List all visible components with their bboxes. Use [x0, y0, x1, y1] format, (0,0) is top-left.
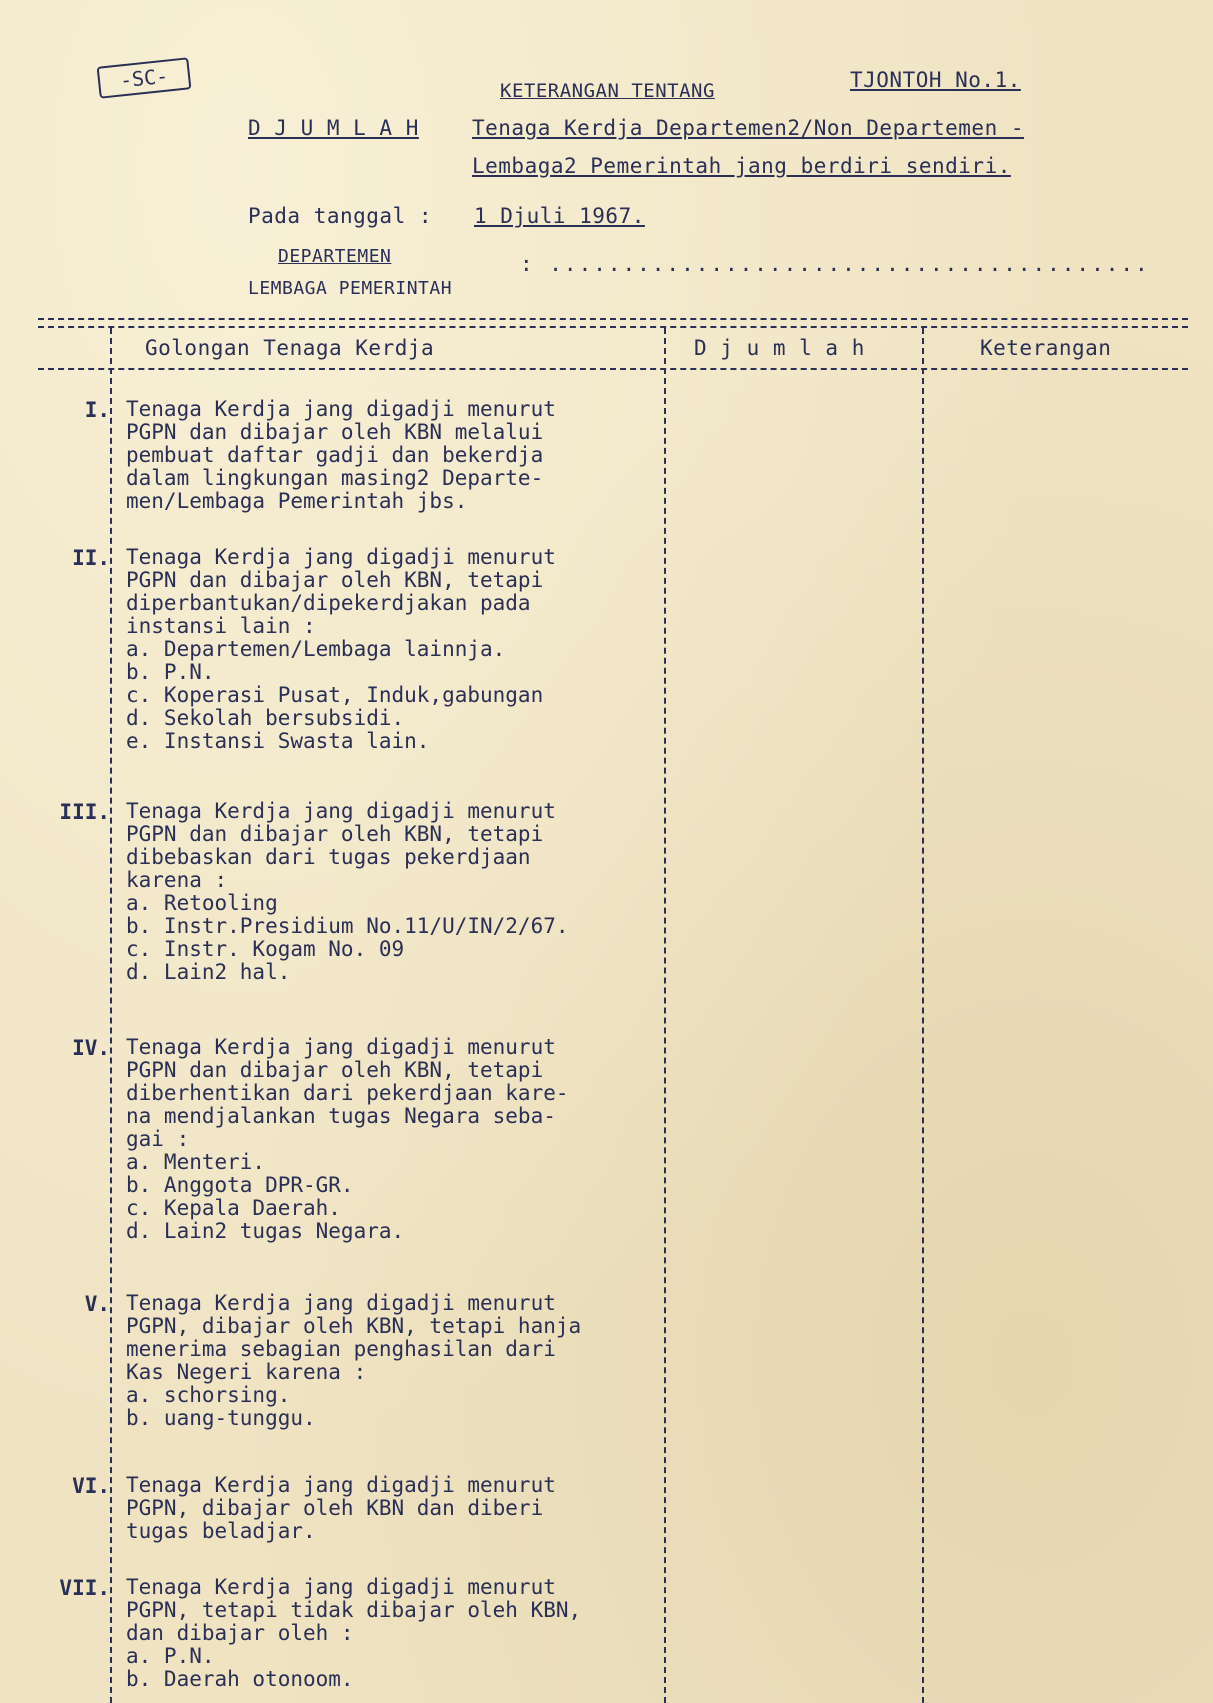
tjontoh-label: TJONTOH No.1.	[850, 68, 1021, 92]
row-description: Tenaga Kerdja jang digadji menurut PGPN dan dibajar oleh KBN, tetapi diberhentikan dari pekerdjaan kare- na mendjalankan tugas Negara seba- gai : a. Menteri. b. Anggota DPR-GR. c. Kepala Daerah. d. Lain2 tugas Negara.	[126, 1035, 569, 1243]
column-header-djumlah: D j u m l a h	[694, 336, 865, 360]
column-divider-3	[922, 328, 924, 1703]
title-line-2: Lembaga2 Pemerintah jang berdiri sendiri.	[472, 154, 1011, 178]
date-label: Pada tanggal :	[248, 204, 433, 228]
row-number: IV.	[72, 1036, 110, 1060]
row-description: Tenaga Kerdja jang digadji menurut PGPN dan dibajar oleh KBN melalui pembuat daftar gadji dan bekerdja dalam lingkungan masing2 Departe- men/Lembaga Pemerintah jbs.	[126, 397, 556, 513]
row-description: Tenaga Kerdja jang digadji menurut PGPN dan dibajar oleh KBN, tetapi diperbantukan/dipekerdjakan pada instansi lain : a. Departemen/Lembaga lainnja. b. P.N. c. Koperasi Pusat, Induk,gabungan d. Sekolah bersubsidi. e. Instansi Swasta lain.	[126, 545, 556, 753]
form-code-box: -SC-	[97, 57, 192, 98]
row-description: Tenaga Kerdja jang digadji menurut PGPN, dibajar oleh KBN dan diberi tugas beladjar.	[126, 1473, 556, 1543]
column-header-keterangan: Keterangan	[980, 336, 1112, 360]
column-header-golongan: Golongan Tenaga Kerdja	[145, 336, 435, 360]
table-top-rule	[38, 318, 1188, 328]
djumlah-heading: D J U M L A H	[248, 116, 419, 140]
row-number: II.	[72, 546, 110, 570]
date-value: 1 Djuli 1967.	[474, 204, 645, 228]
row-number: V.	[84, 1292, 110, 1316]
header-bottom-rule	[38, 368, 1188, 370]
lembaga-label: LEMBAGA PEMERINTAH	[248, 278, 453, 299]
column-divider-1	[110, 328, 112, 1703]
row-number: VI.	[72, 1474, 110, 1498]
column-divider-2	[664, 328, 666, 1703]
title-line-1: Tenaga Kerdja Departemen2/Non Departemen -	[472, 116, 1025, 140]
departemen-label: DEPARTEMEN	[278, 246, 392, 267]
row-number: VII.	[59, 1576, 110, 1600]
row-description: Tenaga Kerdja jang digadji menurut PGPN, dibajar oleh KBN, tetapi hanja menerima sebagian penghasilan dari Kas Negeri karena : a. schorsing. b. uang-tunggu.	[126, 1291, 582, 1430]
row-number: I.	[84, 398, 110, 422]
departemen-dots: : .........................................	[520, 252, 1150, 276]
row-number: III.	[59, 800, 110, 824]
keterangan-heading: KETERANGAN TENTANG	[500, 80, 715, 102]
row-description: Tenaga Kerdja jang digadji menurut PGPN, tetapi tidak dibajar oleh KBN, dan dibajar oleh : a. P.N. b. Daerah otonoom.	[126, 1575, 582, 1691]
row-description: Tenaga Kerdja jang digadji menurut PGPN dan dibajar oleh KBN, tetapi dibebaskan dari tugas pekerdjaan karena : a. Retooling b. Instr.Presidium No.11/U/IN/2/67. c. Instr. Kogam No. 09 d. Lain2 hal.	[126, 799, 569, 984]
